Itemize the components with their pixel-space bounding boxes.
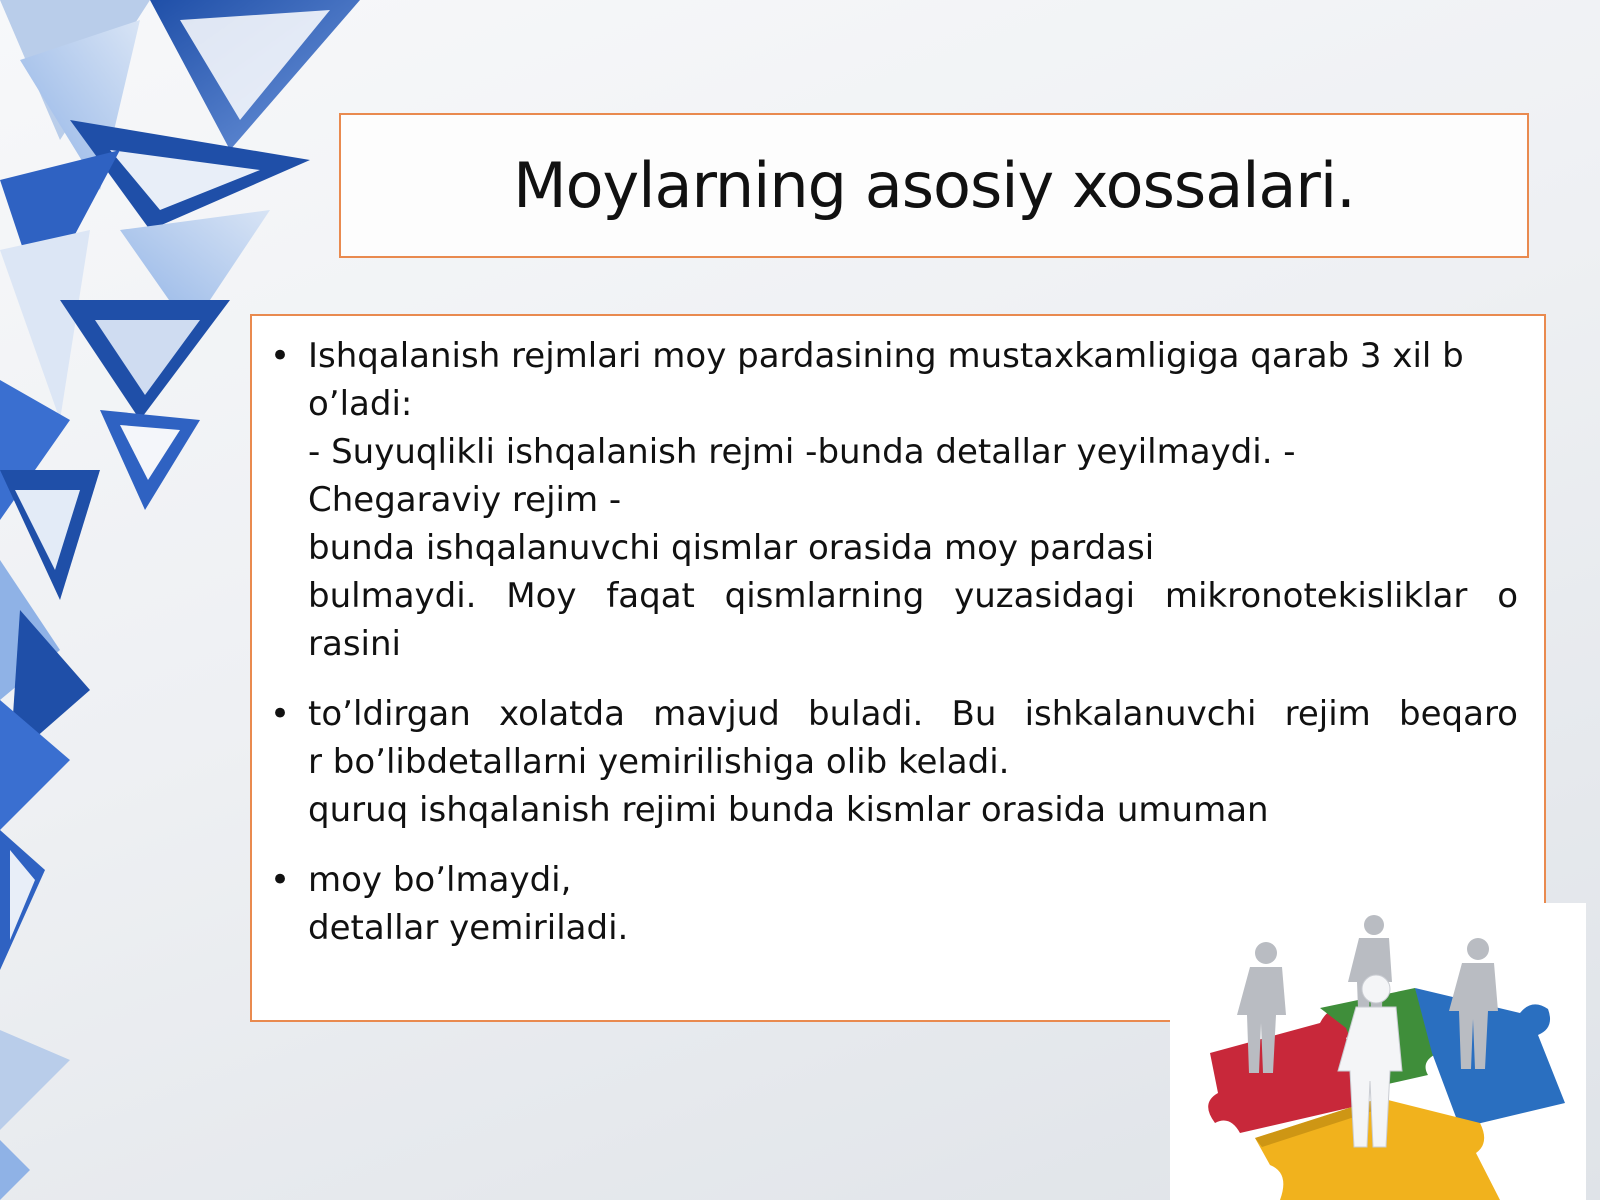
bullet-marker: •	[270, 860, 291, 900]
bullet-line: - Suyuqlikli ishqalanish rejmi -bunda detallar yeyilmaydi. -	[308, 432, 1296, 472]
teamwork-puzzle-icon	[1170, 903, 1586, 1200]
bullet-line: bunda ishqalanuvchi qismlar orasida moy pardasi	[308, 528, 1155, 568]
bullet-line: bulmaydi. Moy faqat qismlarning yuzasidagi mikronotekisliklar o	[308, 576, 1518, 616]
bullet-line: r bo’libdetallarni yemirilishiga olib keladi.	[308, 742, 1010, 782]
bullet-line: o’ladi:	[308, 384, 413, 424]
bullet-line: moy bo’lmaydi,	[308, 860, 572, 900]
bullet-line: quruq ishqalanish rejimi bunda kismlar orasida umuman	[308, 790, 1269, 830]
slide-title: Moylarning asosiy xossalari.	[513, 149, 1355, 222]
bullet-marker: •	[270, 694, 291, 734]
teamwork-puzzle-image	[1170, 903, 1586, 1200]
bullet-line: Ishqalanish rejmlari moy pardasining mustaxkamligiga qarab 3 xil b	[308, 336, 1464, 376]
bullet-line: rasini	[308, 624, 401, 664]
title-box	[339, 113, 1529, 258]
bullet-marker: •	[270, 336, 291, 376]
bullet-line: detallar yemiriladi.	[308, 908, 629, 948]
bullet-line: to’ldirgan xolatda mavjud buladi. Bu ishkalanuvchi rejim beqaro	[308, 694, 1518, 734]
bullet-line: Chegaraviy rejim -	[308, 480, 622, 520]
